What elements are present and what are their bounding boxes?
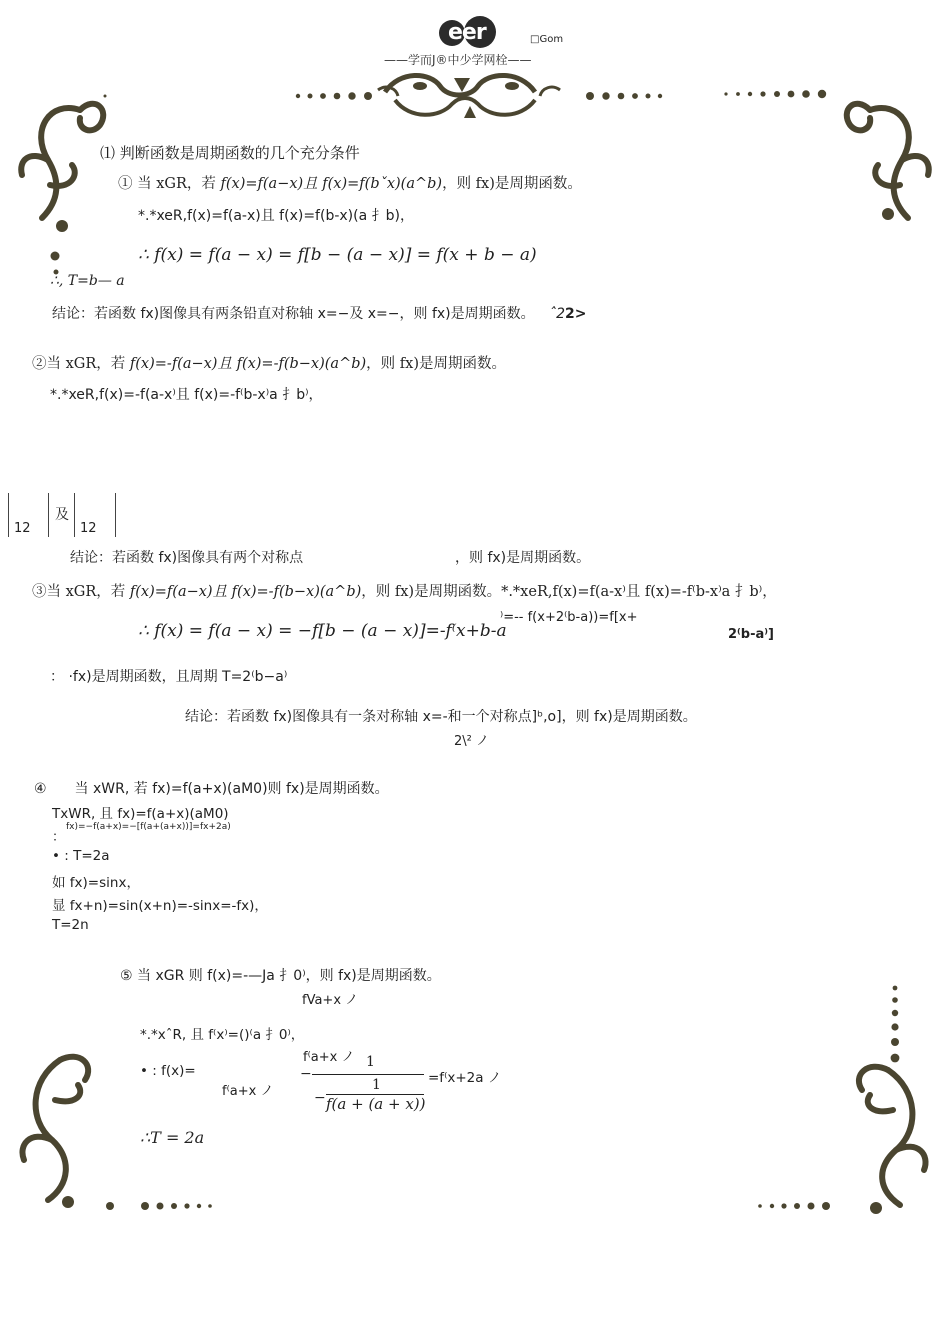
corner-ornament-bottom-right-icon xyxy=(859,1067,926,1214)
condition-3-prefix: ③当 xGR，若 xyxy=(32,584,130,600)
proof-4-line1: TxWR, 且 fx)=f(a+x)(aM0) xyxy=(52,806,229,822)
proof-4-colon: ： xyxy=(52,830,66,845)
proof-1-line: *.*xeR,f(x)=f(a-x)且 f(x)=f(b-x)(a 扌b)， xyxy=(138,208,414,224)
conclusion-2-a: 结论：若函数 fx)图像具有两个对称点 xyxy=(70,550,304,566)
conclusion-1-tail-bold: 2> xyxy=(565,306,587,322)
corner-ornament-bottom-left-icon xyxy=(22,1057,114,1210)
condition-1 xyxy=(118,172,582,193)
condition-2-formula: f(x)=-f(a−x)且 f(x)=-f(b−x)(a^b) xyxy=(129,356,367,372)
condition-4: ④ 当 xWR, 若 fx)=f(a+x)(aM0)则 fx)是周期函数。 xyxy=(34,781,389,797)
condition-2 xyxy=(32,352,506,373)
condition-5-denominator: fVa+x ノ xyxy=(302,993,359,1008)
proof-5-mid: f⁽a+x ノ xyxy=(222,1084,274,1099)
proof-4-line6: T=2n xyxy=(52,917,89,933)
condition-1-formula: f(x)=f(a−x)且 f(x)=f(bˇx)(a^b) xyxy=(220,176,443,192)
condition-3-suffix: ，则 fx)是周期函数。*.*xeR,f(x)=f(a-x⁾且 f(x)=-f⁽b-x⁾a 扌b⁾， xyxy=(361,584,777,600)
fraction-bar-left xyxy=(8,493,9,537)
fraction-2: 12 xyxy=(80,521,97,536)
proof-3-right: 2⁽b-a⁾] xyxy=(728,627,774,642)
fraction-bar-mid xyxy=(48,493,49,537)
proof-5-num1: 1 xyxy=(366,1054,375,1070)
proof-5-result: =f⁽x+2a ノ xyxy=(428,1070,502,1086)
conclusion-1-text: 结论：若函数 fx)图像具有两条铅直对称轴 x=−及 x=−，则 fx)是周期函数。 xyxy=(52,306,535,322)
conclusion-3: 结论：若函数 fx)图像具有一条对称轴 x=-和一个对称点]ᵇ,o]，则 fx)是周期函数。 xyxy=(185,709,697,725)
proof-5-line1: *.*xˆR, 且 f⁽x⁾=()⁽a 扌0⁾， xyxy=(140,1027,305,1043)
and-text: 及 xyxy=(55,507,69,523)
conclusion-2-b: ，则 fx)是周期函数。 xyxy=(455,550,591,566)
period-3: ： ·fx)是周期函数，且周期 T=2⁽b−a⁾ xyxy=(50,669,288,685)
proof-5-minus2: − xyxy=(314,1090,326,1106)
proof-4-line4: 如 fx)=sinx， xyxy=(52,875,140,891)
proof-5-num2: 1 xyxy=(372,1077,381,1093)
period-1: ∴, T=b— a xyxy=(50,273,125,289)
proof-3-aside: ⁾=-- f(x+2⁽b-a))=f[x+ xyxy=(500,610,638,625)
proof-2-line: *.*xeR,f(x)=-f(a-x⁾且 f(x)=-f⁽b-x⁾a 扌b⁾， xyxy=(50,387,323,403)
condition-5: ⑤ 当 xGR 则 f(x)=-—Ja 扌0⁾，则 fx)是周期函数。 xyxy=(120,968,441,984)
condition-2-suffix: ，则 fx)是周期函数。 xyxy=(366,356,506,372)
condition-3 xyxy=(32,580,777,601)
proof-3-equation: ∴ f(x) = f(a − x) = −f[b − (a − x)]=-f⁽x+b-a xyxy=(138,621,507,641)
proof-1-equation: ∴ f(x) = f(a − x) = f[b − (a − x)] = f(x + b − a) xyxy=(138,245,537,265)
conclusion-1-tail: ˆ2 xyxy=(549,306,566,322)
corner-ornament-top-left-icon xyxy=(21,95,106,233)
logo-right-text: □Gom xyxy=(530,34,564,45)
conclusion-1 xyxy=(52,303,587,323)
top-ornament-icon xyxy=(296,75,826,118)
proof-5-top: f⁽a+x ノ xyxy=(303,1050,355,1065)
corner-ornament-top-right-icon xyxy=(847,104,929,220)
fraction-1: 12 xyxy=(14,521,31,536)
condition-1-suffix: ，则 fx)是周期函数。 xyxy=(442,176,582,192)
proof-4-line2: fx)=−f(a+x)=−[f(a+(a+x))]=fx+2a) xyxy=(66,822,231,832)
proof-5-minus: − xyxy=(300,1066,312,1082)
section-title: ⑴ 判断函数是周期函数的几个充分条件 xyxy=(100,144,360,162)
logo-text: eer xyxy=(448,20,486,45)
proof-5-den2: f(a + (a + x)) xyxy=(326,1095,426,1113)
fraction-bar-right xyxy=(115,493,116,537)
conclusion-3-sub: 2\² ノ xyxy=(454,734,489,749)
proof-4-line3: • : T=2a xyxy=(52,848,110,864)
condition-3-formula: f(x)=f(a−x)且 f(x)=-f(b−x)(a^b) xyxy=(129,584,362,600)
condition-1-prefix: ① 当 xGR，若 xyxy=(118,176,221,192)
condition-2-prefix: ②当 xGR，若 xyxy=(32,356,130,372)
site-name: ——学而J®中少学网栓—— xyxy=(384,53,532,67)
proof-5-fx: • : f(x)= xyxy=(140,1063,196,1079)
proof-5-period: ∴T = 2a xyxy=(140,1128,205,1147)
fraction-bar-mid2 xyxy=(74,493,75,537)
proof-4-line5: 显 fx+n)=sin(x+n)=-sinx=-fx)， xyxy=(52,898,268,914)
proof-5-fraction-line xyxy=(312,1074,424,1075)
